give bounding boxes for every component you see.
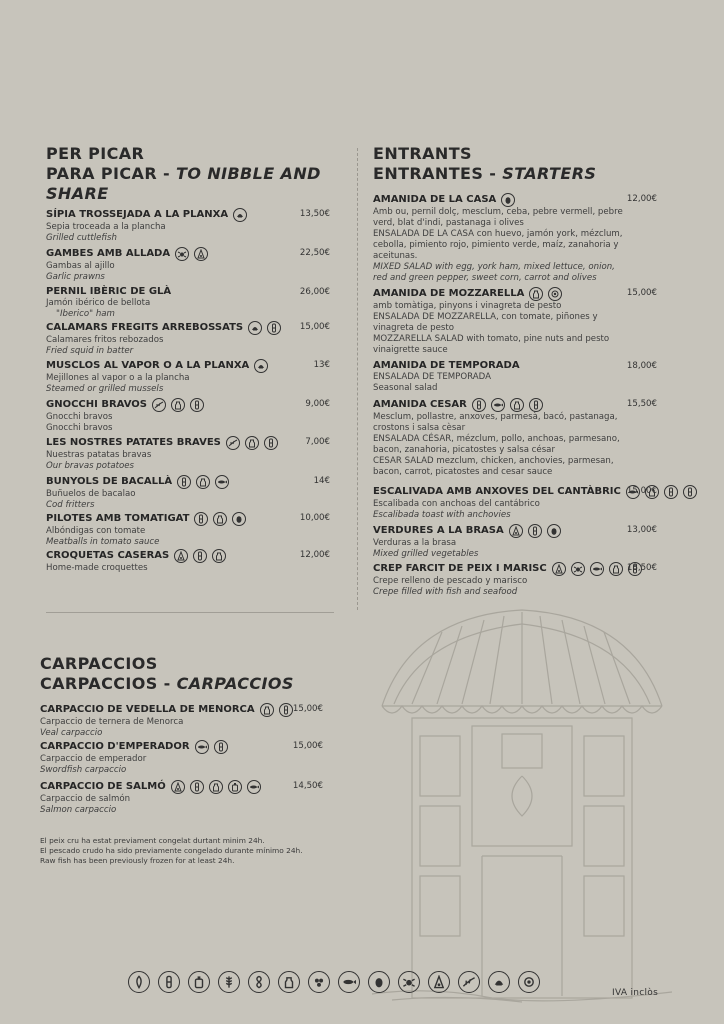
- menu-item: [46, 208, 247, 244]
- menu-item: [46, 549, 226, 574]
- allergen-icons: [152, 398, 204, 412]
- menu-item-translation: Cod fritters: [46, 500, 95, 510]
- celery-icon: [226, 436, 240, 450]
- allergen-icons: [195, 740, 228, 754]
- milk-icon: [212, 549, 226, 563]
- menu-item: [46, 359, 268, 395]
- menu-item-description: Amb ou, pernil dolç, mesclum, ceba, pebre vermell, pebre: [373, 207, 623, 217]
- menu-item-name: [46, 398, 204, 412]
- menu-item-description: ENSALADA DE MOZZARELLA, con tomate, piñones y: [373, 312, 598, 322]
- menu-item: [46, 321, 281, 357]
- menu-item-title: PILOTES AMB TOMATIGAT: [46, 513, 190, 524]
- menu-item-name: [46, 286, 176, 298]
- allergen-icons: [177, 475, 229, 489]
- menu-item-price: 14,50€: [292, 781, 323, 791]
- menu-item: [46, 247, 208, 283]
- menu-item-name: [40, 740, 228, 754]
- menu-item-name: [46, 512, 246, 526]
- menu-item-description: Gnocchi bravos: [46, 423, 113, 433]
- gluten-icon: [190, 398, 204, 412]
- menu-item-name: [46, 436, 278, 450]
- menu-item: [373, 562, 642, 598]
- mollusc-icon: [248, 321, 262, 335]
- allergen-icons: [509, 524, 561, 538]
- milk-icon: [209, 780, 223, 794]
- menu-item: [373, 193, 623, 284]
- gluten-icon: [177, 475, 191, 489]
- sulphite-icon: [171, 780, 185, 794]
- menu-item: [46, 512, 246, 548]
- section-title-carpaccios: [40, 654, 294, 694]
- menu-item-title: SÍPIA TROSSEJADA A LA PLANXA: [46, 209, 229, 220]
- crustacean-icon: [175, 247, 189, 261]
- allergen-icons: [175, 247, 208, 261]
- menu-item-translation: Veal carpaccio: [40, 728, 103, 738]
- crustacean-icon: [398, 971, 420, 993]
- fish-icon: [491, 398, 505, 412]
- milk-icon: [278, 971, 300, 993]
- menu-item-description: ENSALADA DE TEMPORADA: [373, 372, 491, 382]
- section-title-line: SHARE: [46, 184, 109, 203]
- section-title-line: PER PICAR: [46, 144, 145, 163]
- sulphite-icon: [174, 549, 188, 563]
- menu-item-translation: red and green pepper, sweet corn, carrot and olives: [373, 273, 597, 283]
- menu-item-title: AMANIDA CESAR: [373, 399, 467, 410]
- gluten-icon: [664, 485, 678, 499]
- menu-item-translation: Fried squid in batter: [46, 346, 134, 356]
- raw-fish-note: [40, 836, 350, 866]
- egg-icon: [501, 193, 515, 207]
- menu-item: [46, 398, 204, 434]
- menu-item-title: GNOCCHI BRAVOS: [46, 399, 147, 410]
- menu-item-translation: Escalibada toast with anchovies: [373, 510, 511, 520]
- menu-item-description: cebolla, pimiento rojo, pimiento verde, maíz, zanahoria y: [373, 240, 619, 250]
- menu-item: [40, 780, 261, 816]
- menu-item-price: 14€: [313, 476, 330, 486]
- section-title-line: CARPACCIOS - CARPACCIOS: [40, 674, 294, 693]
- gluten-icon: [528, 524, 542, 538]
- menu-item-price: 15,00€: [299, 322, 330, 332]
- menu-item: [373, 360, 525, 394]
- menu-item-description: CESAR SALAD mezclum, chicken, anchovies, parmesan,: [373, 456, 614, 466]
- menu-item-description: Jamón ibérico de bellota: [46, 298, 151, 308]
- menu-item-description: verd, blat d'indi, pastanaga i olives: [373, 218, 524, 228]
- menu-item-translation: Garlic prawns: [46, 272, 105, 282]
- menu-item-translation: Salmon carpaccio: [40, 805, 117, 815]
- menu-item-title: BUNYOLS DE BACALLÀ: [46, 476, 173, 487]
- menu-item-description: Nuestras patatas bravas: [46, 450, 152, 460]
- menu-item-name: [40, 780, 261, 794]
- menu-item-description: vinagreta de pesto: [373, 323, 454, 333]
- menu-item-name: [373, 360, 525, 372]
- section-title-line: CARPACCIOS: [40, 654, 158, 673]
- sesame-icon: [308, 971, 330, 993]
- menu-item-translation: Swordfish carpaccio: [40, 765, 127, 775]
- menu-item-price: 13€: [313, 360, 330, 370]
- menu-item-name: [46, 208, 247, 222]
- sulphite-icon: [194, 247, 208, 261]
- menu-item-title: AMANIDA DE TEMPORADA: [373, 360, 520, 371]
- menu-item-description: Carpaccio de emperador: [40, 754, 147, 764]
- allergen-icons: [248, 321, 281, 335]
- allergen-icons: [171, 780, 261, 794]
- menu-item-price: 26,00€: [299, 287, 330, 297]
- menu-item: [40, 740, 228, 776]
- gluten-icon: [683, 485, 697, 499]
- section-divider: [46, 612, 334, 613]
- menu-item-title: AMANIDA DE LA CASA: [373, 194, 497, 205]
- menu-item-description: Carpaccio de salmón: [40, 794, 131, 804]
- menu-item-name: [373, 524, 561, 538]
- lupin-icon: [128, 971, 150, 993]
- mollusc-icon: [488, 971, 510, 993]
- menu-item-name: [373, 398, 620, 412]
- menu-item-title: AMANIDA DE MOZZARELLA: [373, 288, 525, 299]
- section-title-line: ENTRANTS: [373, 144, 472, 163]
- menu-item-price: 22,50€: [299, 248, 330, 258]
- menu-item-price: 18,00€: [626, 361, 657, 371]
- menu-item-description: Albóndigas con tomate: [46, 526, 146, 536]
- menu-item: [373, 287, 609, 356]
- menu-item-price: 15,00€: [626, 288, 657, 298]
- menu-item-description: Verduras a la brasa: [373, 538, 457, 548]
- menu-item-price: 15,00€: [626, 486, 657, 496]
- gluten-icon: [264, 436, 278, 450]
- allergen-icons: [226, 436, 278, 450]
- note-line: El pescado crudo ha sido previamente congelado durante mínimo 24h.: [40, 846, 303, 855]
- storefront-sketch: [372, 596, 672, 1006]
- menu-item-description: Escalibada con anchoas del cantábrico: [373, 499, 540, 509]
- fish-icon: [195, 740, 209, 754]
- menu-item-translation: Crepe filled with fish and seafood: [373, 587, 518, 597]
- note-line: Raw fish has been previously frozen for at least 24h.: [40, 856, 235, 865]
- allergen-icons: [174, 549, 226, 563]
- menu-item-description: aceitunas.: [373, 251, 418, 261]
- menu-item-price: 15,00€: [292, 741, 323, 751]
- sulphite-icon: [552, 562, 566, 576]
- gluten-icon: [214, 740, 228, 754]
- menu-item-translation: MIXED SALAD with egg, york ham, mixed lettuce, onion,: [373, 262, 615, 272]
- menu-item-title: VERDURES A LA BRASA: [373, 525, 504, 536]
- gluten-icon: [193, 549, 207, 563]
- menu-item: [46, 436, 278, 472]
- milk-icon: [260, 703, 274, 717]
- mollusc-icon: [254, 359, 268, 373]
- menu-item-translation: Grilled cuttlefish: [46, 233, 117, 243]
- menu-item: [40, 703, 293, 739]
- menu-item: [46, 286, 176, 320]
- menu-item-title: CALAMARS FREGITS ARREBOSSATS: [46, 322, 244, 333]
- mustard-icon: [228, 780, 242, 794]
- menu-item-title: MUSCLOS AL VAPOR O A LA PLANXA: [46, 360, 250, 371]
- milk-icon: [245, 436, 259, 450]
- menu-item-translation: Meatballs in tomato sauce: [46, 537, 160, 547]
- menu-item-description: Carpaccio de ternera de Menorca: [40, 717, 184, 727]
- menu-item-name: [46, 475, 229, 489]
- menu-item-title: PERNIL IBÈRIC DE GLÀ: [46, 286, 172, 297]
- fish-icon: [247, 780, 261, 794]
- menu-item-name: [373, 562, 642, 576]
- menu-item-name: [46, 321, 281, 335]
- nuts-icon: [518, 971, 540, 993]
- menu-item-title: CROQUETAS CASERAS: [46, 550, 170, 561]
- menu-item-title: LES NOSTRES PATATES BRAVES: [46, 437, 221, 448]
- menu-item-description: bacon, carrot, picatostes and cesar sauce: [373, 467, 553, 477]
- menu-item-description: Home-made croquettes: [46, 563, 148, 573]
- menu-item-name: [40, 703, 293, 717]
- note-line: El peix cru ha estat previament congelat durtant minim 24h.: [40, 836, 265, 845]
- gluten-icon: [529, 398, 543, 412]
- celery-icon: [458, 971, 480, 993]
- menu-item-name: [46, 359, 268, 373]
- menu-item-price: 9,00€: [305, 399, 330, 409]
- menu-item-translation: Our bravas potatoes: [46, 461, 135, 471]
- gluten-icon: [472, 398, 486, 412]
- menu-item: [373, 524, 561, 560]
- sulphite-icon: [428, 971, 450, 993]
- allergen-icons: [194, 512, 246, 526]
- menu-item-description: Sepia troceada a la plancha: [46, 222, 166, 232]
- menu-item-price: 13,00€: [626, 525, 657, 535]
- menu-item-title: CARPACCIO DE VEDELLA DE MENORCA: [40, 704, 255, 715]
- menu-item-translation: Steamed or grilled mussels: [46, 384, 164, 394]
- sulphite-icon: [509, 524, 523, 538]
- menu-item-description: ENSALADA CÉSAR, mézclum, pollo, anchoas, parmesano,: [373, 434, 620, 444]
- gluten-icon: [267, 321, 281, 335]
- allergen-legend: [128, 971, 540, 993]
- menu-item-description: vinaigrette sauce: [373, 345, 448, 355]
- menu-item-description: Gnocchi bravos: [46, 412, 113, 422]
- gluten-icon: [190, 780, 204, 794]
- fish-icon: [338, 971, 360, 993]
- menu-item-description: bacon, zanahoria, picatostes y salsa césar: [373, 445, 555, 455]
- egg-icon: [368, 971, 390, 993]
- menu-item-description: Buñuelos de bacalao: [46, 489, 136, 499]
- menu-item-price: 7,00€: [305, 437, 330, 447]
- section-title-line: ENTRANTES - STARTERS: [373, 164, 597, 183]
- peanut-icon: [248, 971, 270, 993]
- milk-icon: [171, 398, 185, 412]
- section-title-entrants: [373, 144, 596, 184]
- column-divider: [357, 148, 358, 610]
- menu-item-name: [373, 193, 623, 207]
- menu-item-title: GAMBES AMB ALLADA: [46, 248, 171, 259]
- allergen-icons: [254, 359, 268, 373]
- menu-item-name: [46, 549, 226, 563]
- allergen-icons: [501, 193, 515, 207]
- egg-icon: [232, 512, 246, 526]
- egg-icon: [547, 524, 561, 538]
- menu-item-title: CARPACCIO DE SALMÓ: [40, 781, 166, 792]
- menu-item-description: Seasonal salad: [373, 383, 438, 393]
- menu-item: [46, 475, 229, 511]
- menu-item-translation: Mixed grilled vegetables: [373, 549, 479, 559]
- section-title-line: PARA PICAR - TO NIBBLE AND: [46, 164, 321, 183]
- fish-icon: [215, 475, 229, 489]
- cereal-icon: [218, 971, 240, 993]
- menu-item-description: Calamares fritos rebozados: [46, 335, 164, 345]
- nuts-icon: [548, 287, 562, 301]
- menu-item-title: ESCALIVADA AMB ANXOVES DEL CANTÀBRIC: [373, 486, 621, 497]
- crustacean-icon: [571, 562, 585, 576]
- menu-item-title: CREP FARCIT DE PEIX I MARISC: [373, 563, 547, 574]
- menu-item-price: 12,00€: [299, 550, 330, 560]
- mollusc-icon: [233, 208, 247, 222]
- gluten-icon: [194, 512, 208, 526]
- section-title-picar: [46, 144, 321, 204]
- allergen-icons: [529, 287, 562, 301]
- menu-item-price: 12,00€: [626, 194, 657, 204]
- allergen-icons: [472, 398, 543, 412]
- menu-item-description: MOZZARELLA SALAD with tomato, pine nuts and pesto: [373, 334, 610, 344]
- menu-item-price: 13,50€: [299, 209, 330, 219]
- menu-item-description: Crepe relleno de pescado y marisco: [373, 576, 528, 586]
- fish-icon: [590, 562, 604, 576]
- allergen-icons: [233, 208, 247, 222]
- gluten-icon: [158, 971, 180, 993]
- menu-item-name: [373, 287, 609, 301]
- menu-item-title: CARPACCIO D'EMPERADOR: [40, 741, 190, 752]
- menu-item-price: 18,50€: [626, 563, 657, 573]
- celery-icon: [152, 398, 166, 412]
- mustard-icon: [188, 971, 210, 993]
- menu-item-price: 15,00€: [292, 704, 323, 714]
- menu-item-price: 15,50€: [626, 399, 657, 409]
- menu-item-description: crostons i salsa cèsar: [373, 423, 466, 433]
- menu-item-description: ENSALADA DE LA CASA con huevo, jamón york, mézclum,: [373, 229, 623, 239]
- milk-icon: [213, 512, 227, 526]
- menu-item-price: 10,00€: [299, 513, 330, 523]
- milk-icon: [196, 475, 210, 489]
- menu-item-description: Gambas al ajillo: [46, 261, 115, 271]
- menu-item: [373, 398, 620, 478]
- menu-item-description: Mesclum, pollastre, anxoves, parmesà, bacó, pastanaga,: [373, 412, 618, 422]
- milk-icon: [529, 287, 543, 301]
- menu-item-name: [46, 247, 208, 261]
- menu-item-translation: "Iberico" ham: [56, 309, 115, 319]
- iva-label: IVA inclòs: [612, 988, 659, 998]
- milk-icon: [510, 398, 524, 412]
- menu-item-description: Mejillones al vapor o a la plancha: [46, 373, 190, 383]
- menu-item-description: amb tomàtiga, pinyons i vinagreta de pesto: [373, 301, 562, 311]
